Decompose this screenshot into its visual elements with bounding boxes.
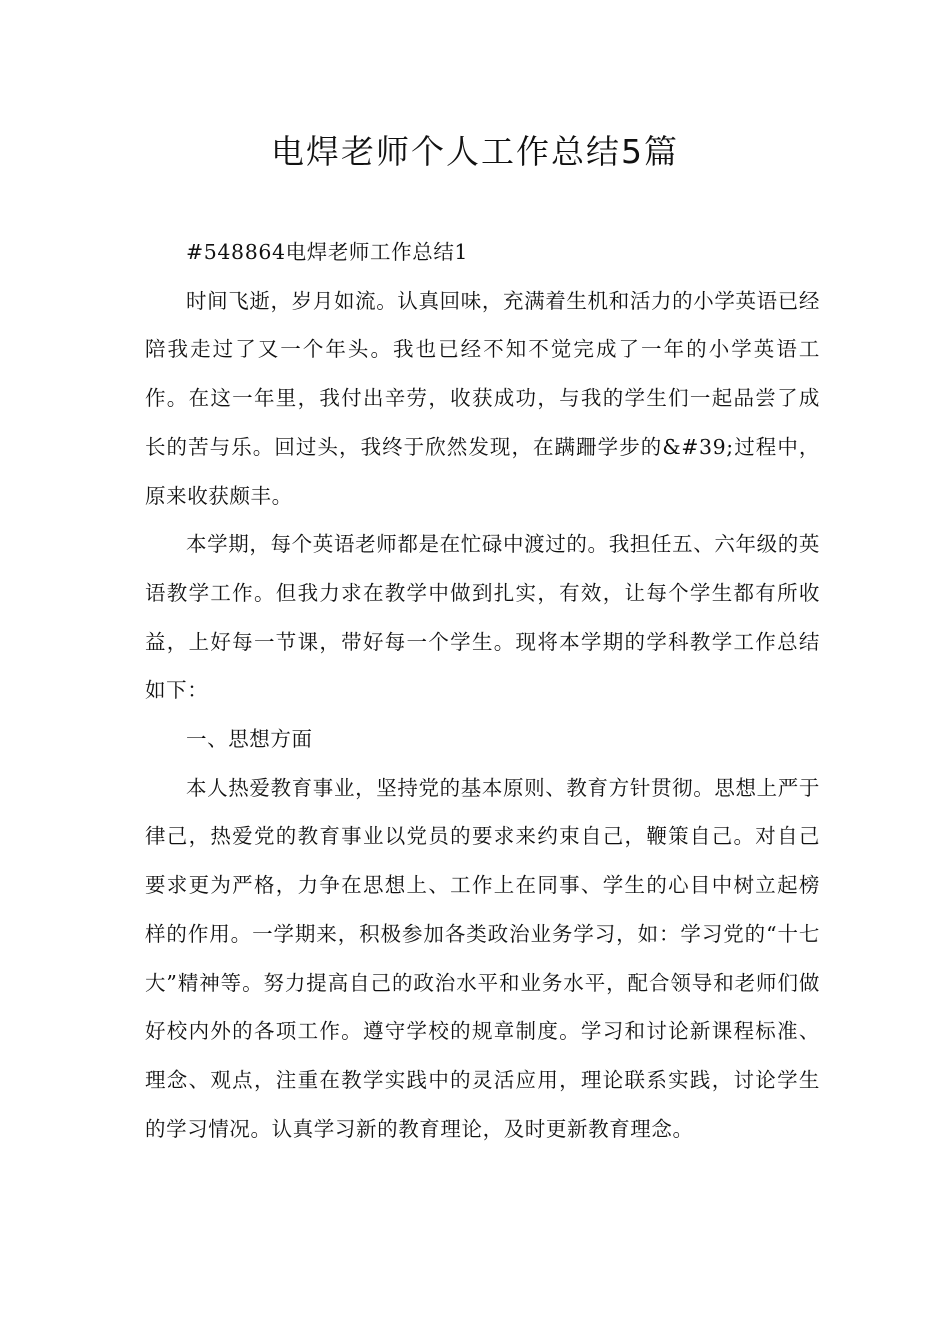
document-title: 电焊老师个人工作总结5篇 (271, 132, 679, 171)
section-heading-1: #548864电焊老师工作总结1 (186, 240, 469, 264)
section-heading-thought: 一、思想方面 (186, 727, 313, 752)
document-body (145, 228, 820, 1153)
paragraph-semester: 本学期，每个英语老师都是在忙碌中渡过的。我担任五、六年级的英语教学工作。但我力求在教学中做到扎实，有效，让每个学生都有所收益，上好每一节课，带好每一个学生。现将本学期的学科教学工作总结如下： (145, 532, 820, 703)
paragraph-intro: 时间飞逝，岁月如流。认真回味，充满着生机和活力的小学英语已经陪我走过了又一个年头。我也已经不知不觉完成了一年的小学英语工作。在这一年里，我付出辛劳，收获成功，与我的学生们一起品尝了成长的苦与乐。回过头，我终于欣然发现，在蹒跚学步的&#39;过程中，原来收获颇丰。 (145, 288, 820, 508)
paragraph-thought: 本人热爱教育事业，坚持党的基本原则、教育方针贯彻。思想上严于律己，热爱党的教育事业以党员的要求来约束自己，鞭策自己。对自己要求更为严格，力争在思想上、工作上在同事、学生的心目中树立起榜样的作用。一学期来，积极参加各类政治业务学习，如：学习党的“十七大”精神等。努力提高自己的政治水平和业务水平，配合领导和老师们做好校内外的各项工作。遵守学校的规章制度。学习和讨论新课程标准、理念、观点，注重在教学实践中的灵活应用，理论联系实践，讨论学生的学习情况。认真学习新的教育理论，及时更新教育理念。 (145, 775, 820, 1141)
